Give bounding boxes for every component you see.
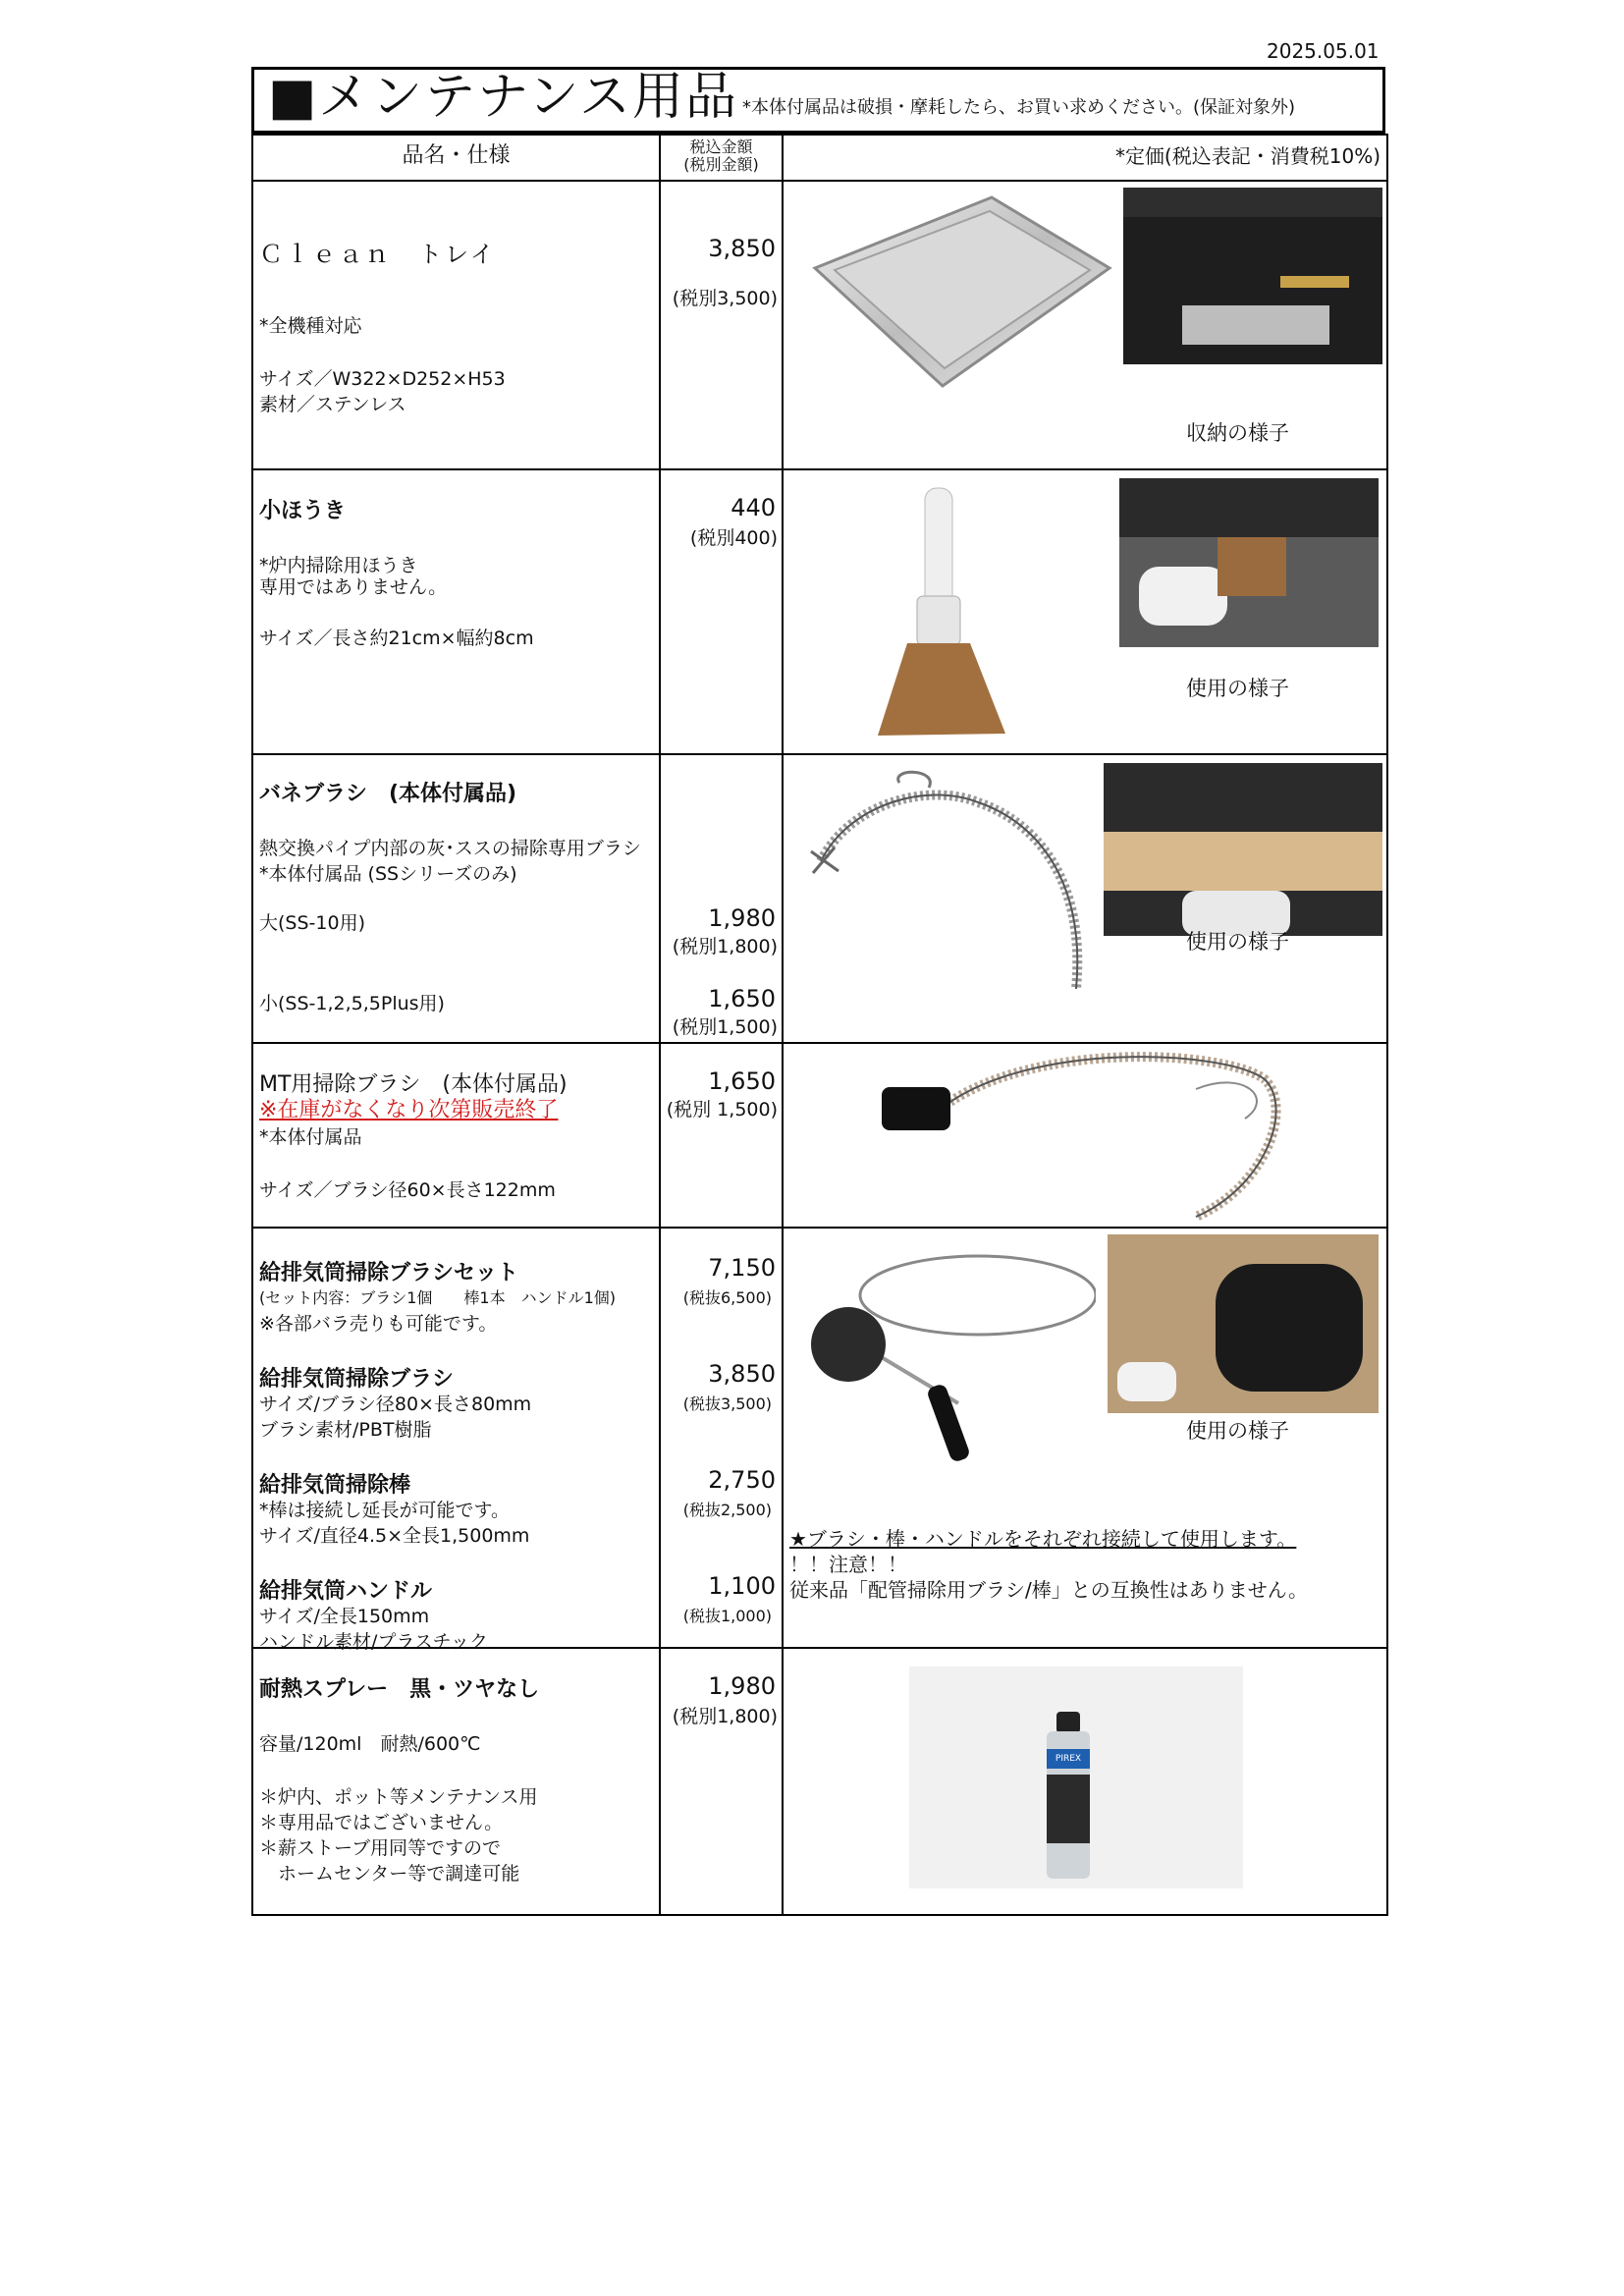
price-ex-tax: (税別 1,500) bbox=[666, 1099, 778, 1121]
title-note: *本体付属品は破損・摩耗したら、お買い求めください。(保証対象外) bbox=[741, 97, 1296, 118]
document-date: 2025.05.01 bbox=[1267, 39, 1380, 63]
spec-line: サイズ/ブラシ径80×長さ80mm bbox=[259, 1394, 532, 1415]
flue-brush-use-photo bbox=[1108, 1234, 1379, 1413]
header-name: 品名・仕様 bbox=[252, 135, 660, 181]
header-price bbox=[660, 135, 783, 181]
table-row bbox=[252, 181, 1387, 469]
row-image-cell bbox=[783, 469, 1387, 754]
spring-brush-image bbox=[791, 763, 1102, 995]
product-name: Ｃｌｅａｎ トレイ bbox=[259, 241, 497, 268]
table-row bbox=[252, 754, 1387, 1043]
product-name: 小ほうき bbox=[259, 499, 347, 523]
row-name-cell bbox=[252, 754, 660, 1043]
page-title: ■メンテナンス用品 bbox=[268, 68, 738, 127]
header-note: *定価(税込表記・消費税10%) bbox=[783, 135, 1387, 181]
table-row bbox=[252, 1228, 1387, 1648]
title-box bbox=[251, 67, 1385, 134]
price-ex-tax: (税別1,500) bbox=[672, 1016, 778, 1038]
spec-line: *本体付属品 bbox=[259, 1126, 362, 1148]
spec-line: ブラシ素材/PBT樹脂 bbox=[259, 1419, 432, 1441]
product-name: 給排気筒掃除ブラシ bbox=[259, 1367, 455, 1392]
price: 1,980 bbox=[708, 1672, 776, 1700]
price-ex-tax: (税別3,500) bbox=[672, 288, 778, 309]
price: 440 bbox=[731, 494, 776, 521]
table-row bbox=[252, 469, 1387, 754]
price: 1,100 bbox=[708, 1572, 776, 1600]
price: 2,750 bbox=[708, 1466, 776, 1494]
spec-line: ＊薪ストーブ用同等ですので bbox=[259, 1837, 502, 1859]
row-image-cell bbox=[783, 1043, 1387, 1228]
row-price-cell bbox=[660, 469, 783, 754]
row-price-cell bbox=[660, 1043, 783, 1228]
table-row bbox=[252, 1043, 1387, 1228]
spec-line: サイズ/全長150mm bbox=[259, 1606, 430, 1627]
spray-label: PIREX bbox=[1047, 1749, 1090, 1769]
price-ex-tax: (税抜3,500) bbox=[682, 1394, 772, 1413]
row-name-cell bbox=[252, 181, 660, 469]
spec-line: ホームセンター等で調達可能 bbox=[259, 1863, 520, 1885]
row-image-cell bbox=[783, 181, 1387, 469]
spec-line: 容量/120ml 耐熱/600℃ bbox=[259, 1733, 481, 1755]
row-name-cell bbox=[252, 469, 660, 754]
price: 1,980 bbox=[708, 904, 776, 932]
product-name: 給排気筒ハンドル bbox=[259, 1579, 433, 1604]
spec-line: (セット内容：ブラシ1個 棒1本 ハンドル1個) bbox=[259, 1288, 617, 1307]
row-price-cell bbox=[660, 1648, 783, 1915]
tray-image bbox=[795, 190, 1119, 404]
spec-line: *本体付属品 (SSシリーズのみ) bbox=[259, 863, 517, 885]
stove-storage-photo bbox=[1123, 188, 1382, 364]
row-price-cell bbox=[660, 181, 783, 469]
spec-line: 素材／ステンレス bbox=[259, 394, 406, 415]
spec-line: 専用ではありません。 bbox=[259, 576, 448, 598]
price-ex-tax: (税別400) bbox=[689, 527, 778, 549]
row-image-cell bbox=[783, 1648, 1387, 1915]
image-caption: 使用の様子 bbox=[1186, 677, 1289, 700]
usage-note: ★ブラシ・棒・ハンドルをそれぞれ接続して使用します。 bbox=[789, 1527, 1297, 1551]
spec-line: サイズ／W322×D252×H53 bbox=[259, 368, 506, 390]
row-name-cell bbox=[252, 1648, 660, 1915]
row-price-cell bbox=[660, 754, 783, 1043]
table-row bbox=[252, 1648, 1387, 1915]
spec-line: ※各部バラ売りも可能です。 bbox=[259, 1313, 498, 1335]
table-header bbox=[252, 135, 1387, 181]
mt-brush-image bbox=[872, 1050, 1304, 1227]
image-caption: 使用の様子 bbox=[1186, 930, 1289, 954]
spec-line: 熱交換パイプ内部の灰･ススの掃除専用ブラシ bbox=[259, 838, 641, 859]
product-name: 給排気筒掃除ブラシセット bbox=[259, 1261, 519, 1285]
row-image-cell bbox=[783, 754, 1387, 1043]
image-caption: 使用の様子 bbox=[1186, 1419, 1289, 1443]
spec-line: サイズ／ブラシ径60×長さ122mm bbox=[259, 1179, 556, 1201]
product-table bbox=[251, 134, 1388, 1916]
spring-brush-use-photo bbox=[1104, 763, 1382, 936]
price: 1,650 bbox=[708, 1067, 776, 1095]
price: 1,650 bbox=[708, 985, 776, 1012]
broom-image bbox=[858, 478, 1035, 749]
product-name: バネブラシ (本体付属品) bbox=[259, 782, 517, 806]
spray-can-image bbox=[909, 1667, 1243, 1888]
row-price-cell bbox=[660, 1228, 783, 1648]
spec-line: ハンドル素材/プラスチック bbox=[259, 1631, 488, 1653]
header-price-line2: (税別金額) bbox=[683, 155, 759, 174]
product-name: MT用掃除ブラシ (本体付属品) bbox=[259, 1072, 568, 1097]
spec-line: ＊専用品ではございません。 bbox=[259, 1812, 504, 1833]
price-ex-tax: (税抜2,500) bbox=[682, 1501, 772, 1519]
flue-brush-set-image bbox=[801, 1236, 1096, 1488]
row-name-cell bbox=[252, 1043, 660, 1228]
image-caption: 収納の様子 bbox=[1186, 421, 1289, 445]
row-image-cell bbox=[783, 1228, 1387, 1648]
price-ex-tax: (税抜6,500) bbox=[682, 1288, 772, 1307]
price-ex-tax: (税別1,800) bbox=[672, 1706, 778, 1727]
price: 3,850 bbox=[708, 1360, 776, 1388]
header-price-line1: 税込金額 bbox=[689, 137, 753, 156]
product-name: 耐熱スプレー 黒・ツヤなし bbox=[259, 1677, 540, 1702]
variant-label: 大(SS-10用) bbox=[259, 912, 365, 934]
row-name-cell bbox=[252, 1228, 660, 1653]
compatibility-note: 従来品「配管掃除用ブラシ/棒」との互換性はありません。 bbox=[789, 1578, 1308, 1602]
caution-heading: ！！注意！！ bbox=[789, 1553, 907, 1576]
spec-line: *全機種対応 bbox=[259, 315, 362, 337]
product-name: 給排気筒掃除棒 bbox=[259, 1473, 411, 1498]
price-ex-tax: (税抜1,000) bbox=[682, 1607, 772, 1625]
spec-line: *棒は接続し延長が可能です。 bbox=[259, 1500, 510, 1521]
price: 7,150 bbox=[708, 1254, 776, 1282]
broom-use-photo bbox=[1119, 478, 1379, 647]
spec-line: *炉内掃除用ほうき bbox=[259, 555, 418, 576]
price-ex-tax: (税別1,800) bbox=[672, 936, 778, 957]
spec-line: サイズ/直径4.5×全長1,500mm bbox=[259, 1525, 530, 1547]
price: 3,850 bbox=[708, 235, 776, 262]
variant-label: 小(SS-1,2,5,5Plus用) bbox=[259, 993, 445, 1014]
spec-line: ＊炉内、ポット等メンテナンス用 bbox=[259, 1786, 538, 1808]
spec-line: サイズ／長さ約21cm×幅約8cm bbox=[259, 628, 534, 649]
discontinued-warning: ※在庫がなくなり次第販売終了 bbox=[259, 1098, 559, 1122]
